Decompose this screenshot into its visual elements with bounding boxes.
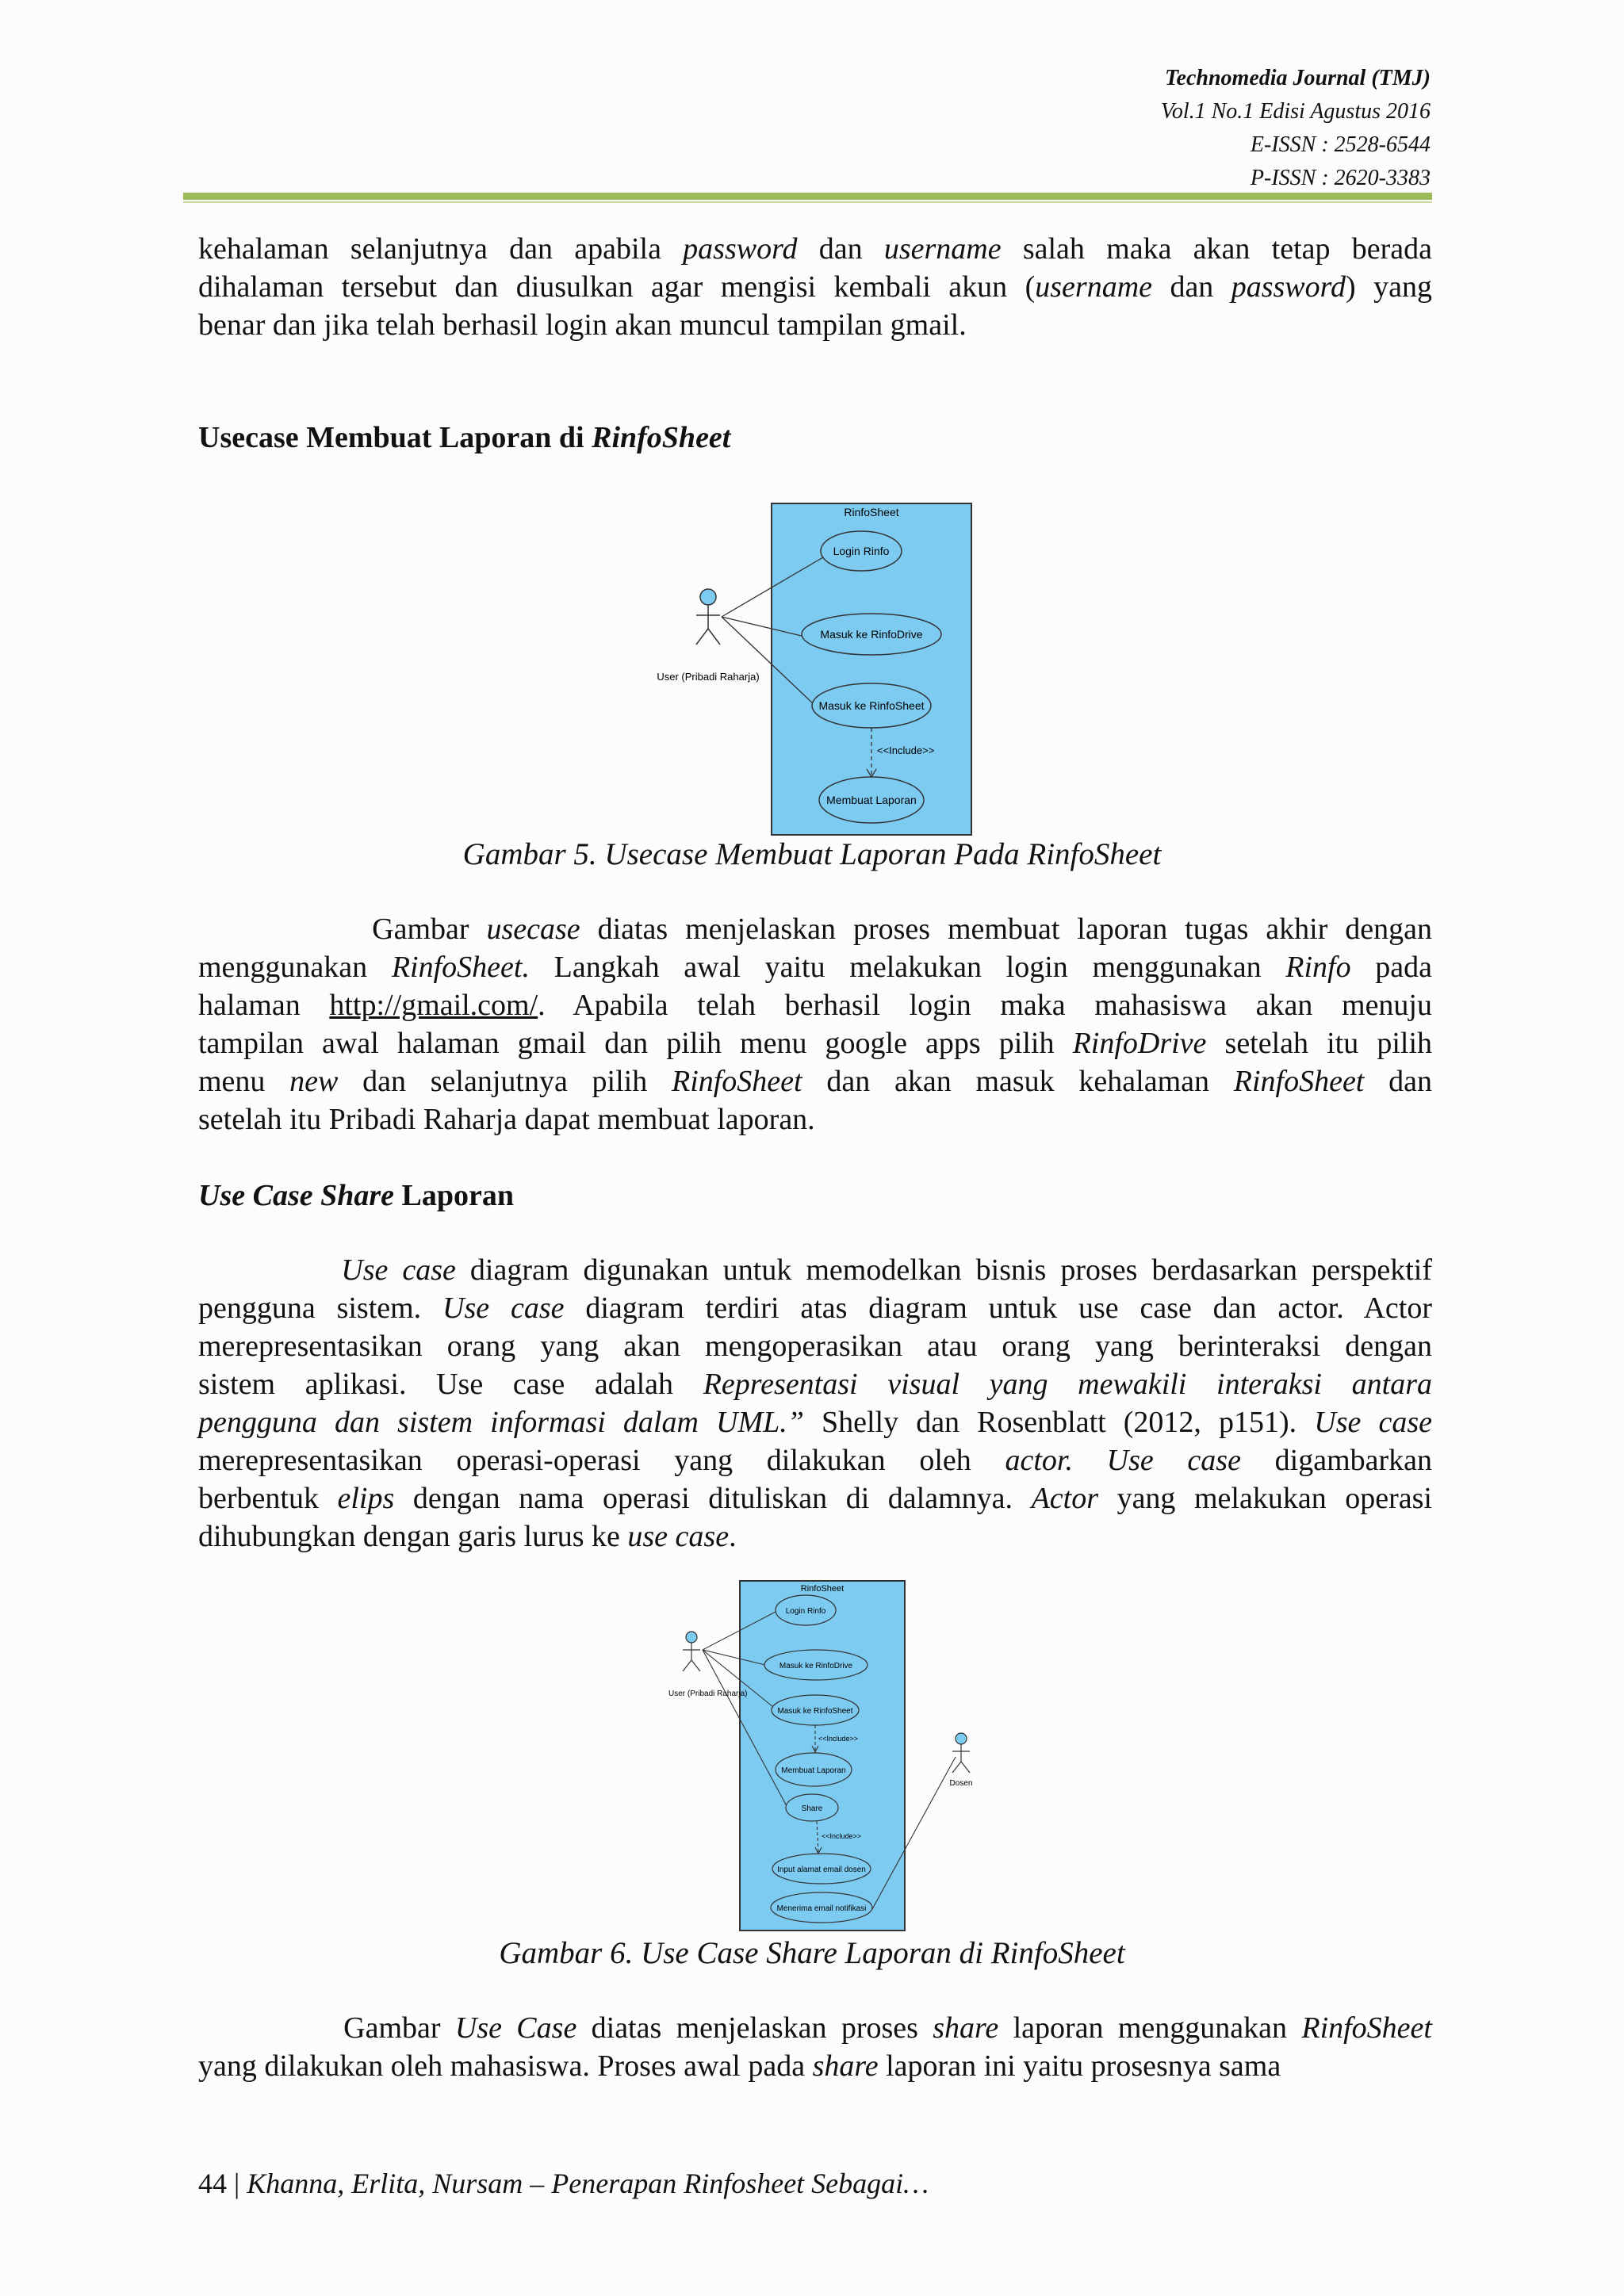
text-line xyxy=(198,910,1432,948)
italic-term: password xyxy=(1231,270,1346,304)
text-run: digambarkan xyxy=(1240,1444,1433,1477)
text-run: diagram digunakan untuk memodelkan bisnis proses berdasarkan perspektif xyxy=(455,1253,1433,1287)
text-run: kehalaman selanjutnya dan apabila xyxy=(198,232,684,266)
section-heading-membuat-laporan xyxy=(198,420,730,455)
usecase-diagram-membuat-laporan xyxy=(634,498,983,839)
text-run: menu xyxy=(198,1065,290,1098)
italic-term: Use case xyxy=(1106,1444,1241,1477)
text-run: diagram terdiri atas diagram untuk use case dan actor. Actor xyxy=(564,1292,1432,1325)
text-run: dan xyxy=(797,232,884,266)
text-line xyxy=(198,1327,1432,1365)
italic-term: Representasi visual yang mewakili interaksi antara xyxy=(703,1368,1432,1401)
text-line xyxy=(198,1403,1432,1441)
text-line xyxy=(198,1062,1432,1100)
include-label: <<Include>> xyxy=(877,744,935,756)
heading-text: Laporan xyxy=(394,1179,515,1212)
usecase-label: Masuk ke RinfoDrive xyxy=(820,628,923,641)
text-run: berbentuk xyxy=(198,1482,338,1515)
text-run: dihubungkan dengan garis lurus ke xyxy=(198,1520,628,1553)
italic-term: password xyxy=(683,232,798,266)
text-run: . Apabila telah berhasil login maka mahasiswa akan menuju xyxy=(538,989,1432,1022)
italic-term: Use case xyxy=(341,1253,456,1287)
usecase-diagram-share-laporan xyxy=(642,1578,991,1934)
text-run: salah maka akan tetap berada xyxy=(1001,232,1432,266)
italic-term: Rinfo xyxy=(1285,951,1351,984)
journal-eissn: E-ISSN : 2528-6544 xyxy=(1250,132,1431,157)
figure-6-caption: Gambar 6. Use Case Share Laporan di RinfoSheet xyxy=(499,1936,1125,1970)
italic-term: username xyxy=(1035,270,1153,304)
text-run: ) yang xyxy=(1346,270,1432,304)
include-label: <<Include>> xyxy=(822,1832,862,1840)
text-run: Shelly dan Rosenblatt (2012, p151). xyxy=(803,1406,1315,1439)
text-run: diatas menjelaskan proses membuat laporan tugas akhir dengan xyxy=(580,913,1433,946)
text-line xyxy=(198,1251,1432,1289)
text-run: pengguna sistem. xyxy=(198,1292,443,1325)
text-line xyxy=(198,986,1432,1024)
journal-volume: Vol.1 No.1 Edisi Agustus 2016 xyxy=(1160,99,1431,124)
text-run: dan xyxy=(1364,1065,1432,1098)
journal-title: Technomedia Journal (TMJ) xyxy=(1165,66,1431,90)
actor-user xyxy=(696,589,720,645)
italic-term: pengguna dan sistem informasi dalam UML.” xyxy=(198,1406,804,1439)
italic-term: usecase xyxy=(486,913,580,946)
text-run: merepresentasikan orang yang akan mengoperasikan atau orang yang berinteraksi dengan xyxy=(198,1330,1432,1363)
italic-term: actor. xyxy=(1005,1444,1073,1477)
text-line xyxy=(198,306,1432,344)
italic-term: elips xyxy=(337,1482,395,1515)
italic-term: RinfoSheet xyxy=(671,1065,802,1098)
italic-term: new xyxy=(289,1065,339,1098)
italic-term: Actor xyxy=(1031,1482,1099,1515)
text-run: tampilan awal halaman gmail dan pilih menu google apps pilih xyxy=(198,1027,1073,1060)
header-rule xyxy=(183,193,1432,200)
text-run: diatas menjelaskan proses xyxy=(576,2011,933,2045)
usecase-label: Masuk ke RinfoSheet xyxy=(777,1707,853,1716)
heading-italic: RinfoSheet xyxy=(592,421,731,454)
text-line xyxy=(198,1289,1432,1327)
journal-header xyxy=(1161,62,1431,195)
italic-term: RinfoSheet xyxy=(1233,1065,1365,1098)
page-footer xyxy=(198,2167,929,2200)
include-label: <<Include>> xyxy=(818,1735,859,1743)
heading-italic: Use Case Share xyxy=(198,1179,395,1212)
actor-label: User (Pribadi Raharja) xyxy=(668,1689,748,1698)
text-run: pada xyxy=(1350,951,1432,984)
text-line xyxy=(198,1365,1432,1403)
text-run: benar dan jika telah berhasil login akan muncul tampilan gmail. xyxy=(198,308,967,342)
paragraph-figure-5 xyxy=(198,910,1432,1138)
text-run: dan akan masuk kehalaman xyxy=(802,1065,1234,1098)
usecase-label: Input alamat email dosen xyxy=(777,1866,866,1874)
text-run xyxy=(198,1253,341,1287)
text-line xyxy=(198,1100,1432,1138)
italic-term: Use case xyxy=(442,1292,565,1325)
text-run: yang melakukan operasi xyxy=(1098,1482,1432,1515)
footer-separator: | xyxy=(227,2168,247,2199)
italic-term: RinfoSheet xyxy=(1301,2011,1432,2045)
system-title: RinfoSheet xyxy=(800,1584,845,1594)
text-run: setelah itu Pribadi Raharja dapat membuat laporan. xyxy=(198,1103,815,1136)
text-run: yang dilakukan oleh mahasiswa. Proses awal pada xyxy=(198,2049,813,2083)
text-line xyxy=(198,1024,1432,1062)
text-run: laporan menggunakan xyxy=(998,2011,1302,2045)
italic-term: share xyxy=(933,2011,999,2045)
italic-term: share xyxy=(812,2049,879,2083)
italic-term: username xyxy=(883,232,1002,266)
actor-dosen-label: Dosen xyxy=(949,1779,973,1788)
header-rule-shadow xyxy=(183,201,1432,203)
italic-term: RinfoDrive xyxy=(1072,1027,1207,1060)
text-run: . xyxy=(729,1520,737,1553)
usecase-label: Masuk ke RinfoSheet xyxy=(818,699,925,712)
usecase-label: Menerima email notifikasi xyxy=(776,1904,867,1913)
text-run: halaman xyxy=(198,989,330,1022)
heading-text: Usecase Membuat Laporan di xyxy=(198,421,592,454)
italic-term: RinfoSheet. xyxy=(391,951,530,984)
text-run: Gambar xyxy=(198,2011,455,2045)
text-run: dan selanjutnya pilih xyxy=(338,1065,672,1098)
usecase-label: Login Rinfo xyxy=(833,545,890,557)
usecase-label: Masuk ke RinfoDrive xyxy=(779,1662,853,1670)
italic-term: Use Case xyxy=(454,2011,577,2045)
section-heading-share-laporan xyxy=(198,1178,514,1213)
text-run: menggunakan xyxy=(198,951,392,984)
journal-pissn: P-ISSN : 2620-3383 xyxy=(1250,166,1431,190)
intro-paragraph xyxy=(198,230,1432,344)
text-run: laporan ini yaitu prosesnya sama xyxy=(878,2049,1281,2083)
text-run: merepresentasikan operasi-operasi yang dilakukan oleh xyxy=(198,1444,1005,1477)
text-run: Gambar xyxy=(198,913,487,946)
text-line xyxy=(198,1479,1432,1517)
text-line xyxy=(198,2009,1432,2047)
usecase-label: Membuat Laporan xyxy=(781,1766,846,1775)
text-run: dihalaman tersebut dan diusulkan agar mengisi kembali akun ( xyxy=(198,270,1036,304)
text-run: Langkah awal yaitu melakukan login menggunakan xyxy=(529,951,1286,984)
text-run: sistem aplikasi. Use case adalah xyxy=(198,1368,703,1401)
link-url: http://gmail.com/ xyxy=(329,989,538,1022)
text-line xyxy=(198,1517,1432,1556)
text-run xyxy=(1073,1444,1107,1477)
actor-user xyxy=(683,1632,700,1671)
page-number: 44 xyxy=(198,2168,227,2199)
text-line xyxy=(198,1441,1432,1479)
usecase-label: Share xyxy=(801,1804,823,1813)
actor-label: User (Pribadi Raharja) xyxy=(657,671,760,683)
text-line xyxy=(198,268,1432,306)
text-run: dan xyxy=(1152,270,1231,304)
italic-term: Use case xyxy=(1314,1406,1432,1439)
system-title: RinfoSheet xyxy=(844,506,899,519)
text-line xyxy=(198,230,1432,268)
paragraph-figure-6 xyxy=(198,2009,1432,2085)
usecase-label: Membuat Laporan xyxy=(826,794,917,806)
figure-5-caption: Gambar 5. Usecase Membuat Laporan Pada RinfoSheet xyxy=(462,837,1162,871)
footer-running-title: Khanna, Erlita, Nursam – Penerapan Rinfosheet Sebagai… xyxy=(247,2168,929,2199)
text-run: setelah itu pilih xyxy=(1206,1027,1432,1060)
italic-term: use case xyxy=(627,1520,730,1553)
actor-dosen xyxy=(952,1733,970,1773)
text-run: dengan nama operasi dituliskan di dalamnya. xyxy=(394,1482,1032,1515)
text-line xyxy=(198,948,1432,986)
paragraph-use-case xyxy=(198,1251,1432,1556)
text-line xyxy=(198,2047,1432,2085)
usecase-label: Login Rinfo xyxy=(785,1607,826,1616)
